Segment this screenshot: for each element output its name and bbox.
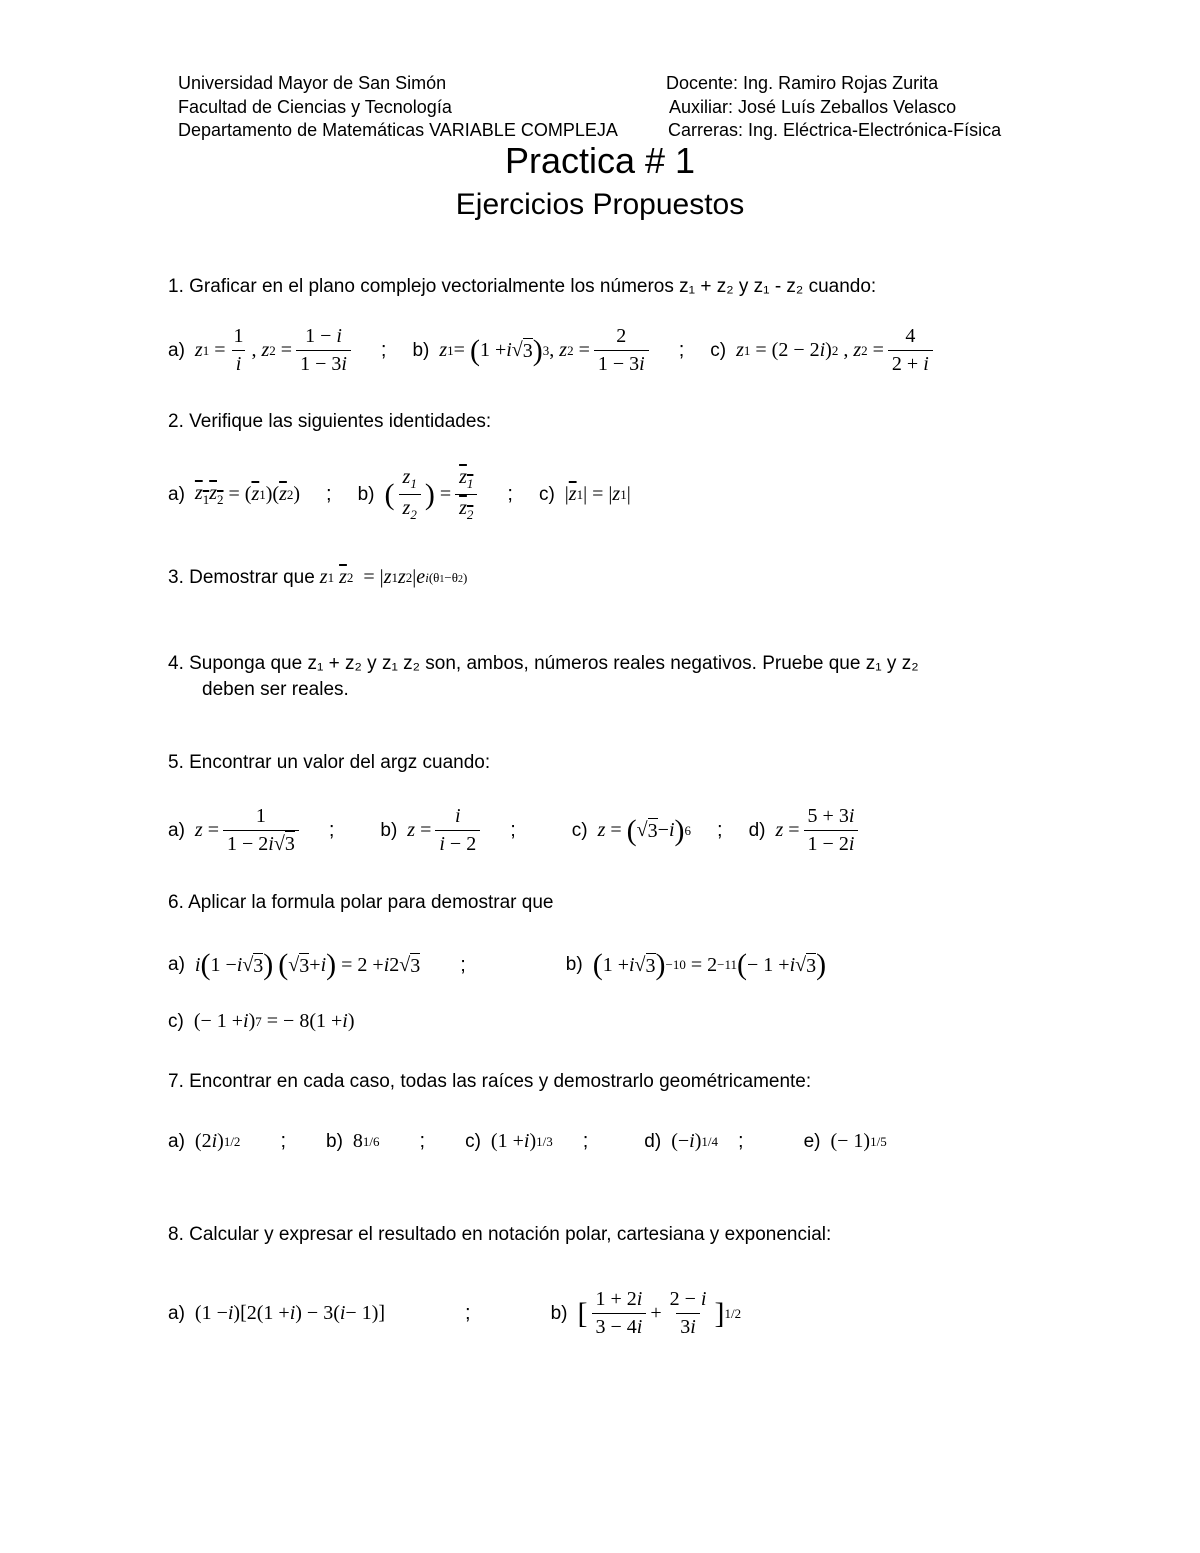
label-a: a) bbox=[168, 339, 185, 361]
problem-6-text: 6. Aplicar la formula polar para demostrar que bbox=[168, 892, 554, 913]
header-teacher: Docente: Ing. Ramiro Rojas Zurita bbox=[666, 73, 939, 93]
problem-8-text: 8. Calcular y expresar el resultado en notación polar, cartesiana y exponencial: bbox=[168, 1224, 832, 1245]
header-faculty: Facultad de Ciencias y Tecnología bbox=[178, 97, 452, 117]
problem-3-text: 3. Demostrar que bbox=[168, 566, 315, 588]
header-department: Departamento de Matemáticas VARIABLE COMPLEJA bbox=[178, 120, 618, 140]
problem-6-ab: a) i ( 1 − i √ 3 ) ( √ 3 + i ) = 2 + i 2√ 3 ; b) ( 1 + i √ 3 ) −10 = 2 −11 ( − 1 + i √ 3 ) bbox=[168, 948, 827, 981]
problem-6-c: c) (− 1 + i ) 7 = − 8(1 + i ) bbox=[168, 1010, 355, 1032]
problem-5-text: 5. Encontrar un valor del argz cuando: bbox=[168, 752, 491, 773]
header-assistant: Auxiliar: José Luís Zeballos Velasco bbox=[669, 97, 957, 117]
header-university: Universidad Mayor de San Simón bbox=[178, 73, 447, 93]
page-subtitle: Ejercicios Propuestos bbox=[455, 188, 745, 221]
problem-1-text: 1. Graficar en el plano complejo vectorialmente los números z₁ + z₂ y z₁ - z₂ cuando: bbox=[168, 276, 877, 297]
page-title: Practica # 1 bbox=[504, 140, 696, 181]
problem-8-formulas: a) (1 − i )[2(1 + i ) − 3( i − 1)] ; b) [ $\frac{1 + 2i}{3 - 4i}$ + $\frac{2 - i}{3i}$ ] 1/2 bbox=[168, 1288, 742, 1338]
problem-4-text: 4. Suponga que z₁ + z₂ y z₁ z₂ son, ambos, números reales negativos. Pruebe que z₁ y z₂ bbox=[168, 653, 919, 674]
header-careers: Carreras: Ing. Eléctrica-Electrónica-Física bbox=[668, 120, 1002, 140]
problem-2-text: 2. Verifique las siguientes identidades: bbox=[168, 411, 492, 432]
label-b: b) bbox=[412, 339, 430, 361]
label-c: c) bbox=[710, 339, 727, 361]
problem-7-text: 7. Encontrar en cada caso, todas las raíces y demostrarlo geométricamente: bbox=[168, 1071, 812, 1092]
problem-7-formulas: a) (2 i ) 1/2 ; b) 8 1/6 ; c) (1 + i ) 1/3 ; d) (− i ) 1/4 ; e) (− 1) 1/5 bbox=[168, 1130, 887, 1152]
problem-5-formulas: a) z = $\frac{1}{1 - 2i√3}$ ; b) z = $\frac{i}{i - 2}$ ; c) z = ( √ 3 − i ) 6 ; d) z = $\frac{5 + 3i}{1 - 2i}$ bbox=[168, 805, 862, 856]
problem-1-formulas: a) z 1 = $\frac{1}{i}$ , z 2 = $\frac{1 - i}{1 - 3i}$ ; b) z 1 = ( 1 + i √ 3 ) 3 , z 2 = $\frac{2}{1 - 3i}$ ; c) z 1 = (2 − 2 i ) 2 , z 2 = $\frac{4}{2 + i}$ bbox=[168, 325, 937, 376]
problem-3: 3. Demostrar que z 1 $\overline{z}$ 2 = | z 1 z 2 | e i(θ1−θ2) bbox=[168, 566, 468, 588]
problem-4-text-2: deben ser reales. bbox=[202, 679, 349, 700]
problem-2-formulas: a) $z_1z_2$ = ( $\overline{z}$ 1 )( $\overline{z}$ 2 ) ; b) ( $\frac{z_1}{z_2}$ ) = $\frac{z_1}{z_2}$ ; c) | $\overline{z}$ 1 | = | z 1 | bbox=[168, 466, 631, 522]
